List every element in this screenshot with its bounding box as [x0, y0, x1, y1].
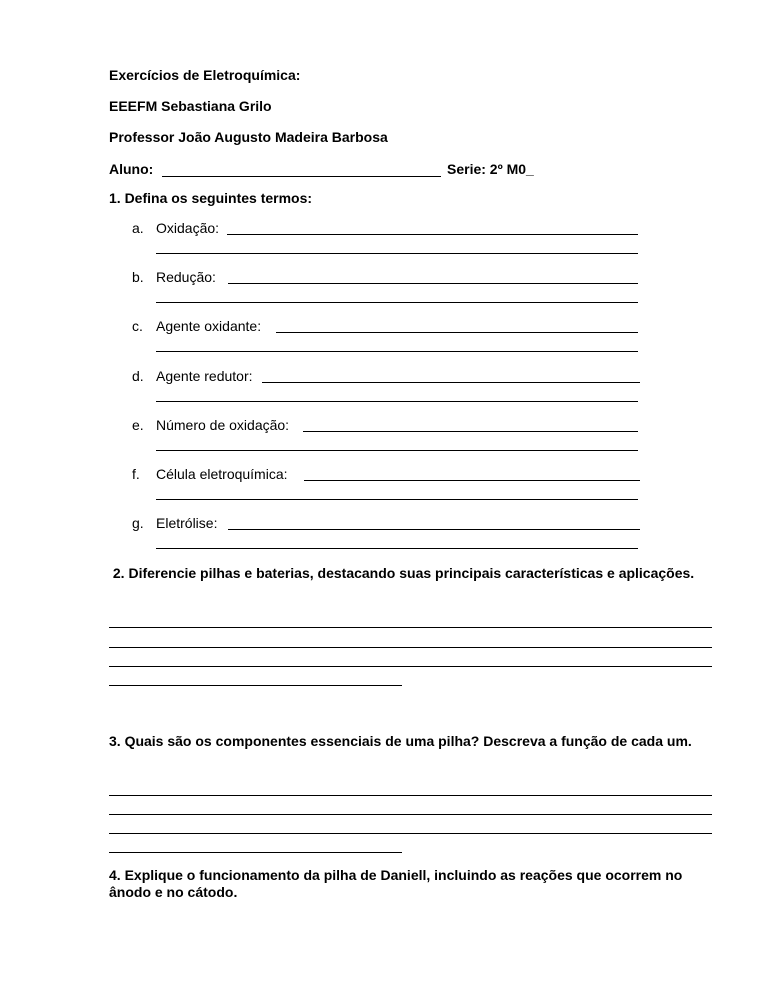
term-item-e	[132, 417, 289, 434]
item-letter: f.	[132, 466, 140, 482]
question-4-title: 4. Explique o funcionamento da pilha de Daniell, incluindo as reações que ocorrem no ânodo e no cátodo.	[109, 867, 683, 900]
answer-line[interactable]	[156, 253, 638, 254]
answer-line[interactable]	[109, 852, 402, 853]
question-1-title: 1. Defina os seguintes termos:	[109, 190, 313, 206]
term-label: Agente redutor:	[156, 368, 253, 384]
answer-line[interactable]	[304, 480, 640, 481]
answer-line[interactable]	[156, 450, 638, 451]
term-item-a	[132, 220, 219, 237]
answer-line[interactable]	[276, 332, 638, 333]
answer-line[interactable]	[109, 814, 712, 815]
term-label: Agente oxidante:	[156, 318, 262, 334]
answer-line[interactable]	[156, 548, 638, 549]
answer-line[interactable]	[262, 382, 640, 383]
answer-line[interactable]	[109, 647, 712, 648]
item-letter: g.	[132, 515, 144, 531]
term-item-f	[132, 466, 288, 483]
term-item-d	[132, 368, 253, 385]
answer-line[interactable]	[109, 795, 712, 796]
school-name: EEEFM Sebastiana Grilo	[109, 98, 272, 114]
item-letter: e.	[132, 417, 144, 433]
answer-line[interactable]	[156, 302, 638, 303]
term-item-g	[132, 515, 217, 532]
item-letter: c.	[132, 318, 143, 334]
answer-line[interactable]	[228, 283, 638, 284]
answer-line[interactable]	[109, 833, 712, 834]
answer-line[interactable]	[228, 529, 640, 530]
question-2-title: 2. Diferencie pilhas e baterias, destacando suas principais características e aplicações.	[109, 565, 695, 581]
answer-line[interactable]	[109, 627, 712, 628]
term-label: Célula eletroquímica:	[156, 466, 288, 482]
term-label: Oxidação:	[156, 220, 220, 236]
term-label: Eletrólise:	[156, 515, 218, 531]
answer-line[interactable]	[156, 401, 638, 402]
item-letter: d.	[132, 368, 144, 384]
answer-line[interactable]	[303, 431, 638, 432]
term-item-c	[132, 318, 261, 335]
term-label: Número de oxidação:	[156, 417, 290, 433]
answer-line[interactable]	[109, 685, 402, 686]
teacher-name: Professor João Augusto Madeira Barbosa	[109, 129, 388, 145]
answer-line[interactable]	[156, 351, 638, 352]
series-label: Serie: 2º M0_	[447, 161, 534, 177]
answer-line[interactable]	[227, 234, 638, 235]
term-label: Redução:	[156, 269, 216, 285]
term-item-b	[132, 269, 216, 286]
student-name-line[interactable]	[162, 176, 441, 177]
item-letter: b.	[132, 269, 144, 285]
student-label: Aluno:	[109, 161, 154, 177]
question-3-title: 3. Quais são os componentes essenciais de uma pilha? Descreva a função de cada um.	[109, 733, 692, 749]
answer-line[interactable]	[109, 666, 712, 667]
item-letter: a.	[132, 220, 144, 236]
worksheet-title: Exercícios de Eletroquímica:	[109, 67, 301, 83]
answer-line[interactable]	[156, 499, 638, 500]
